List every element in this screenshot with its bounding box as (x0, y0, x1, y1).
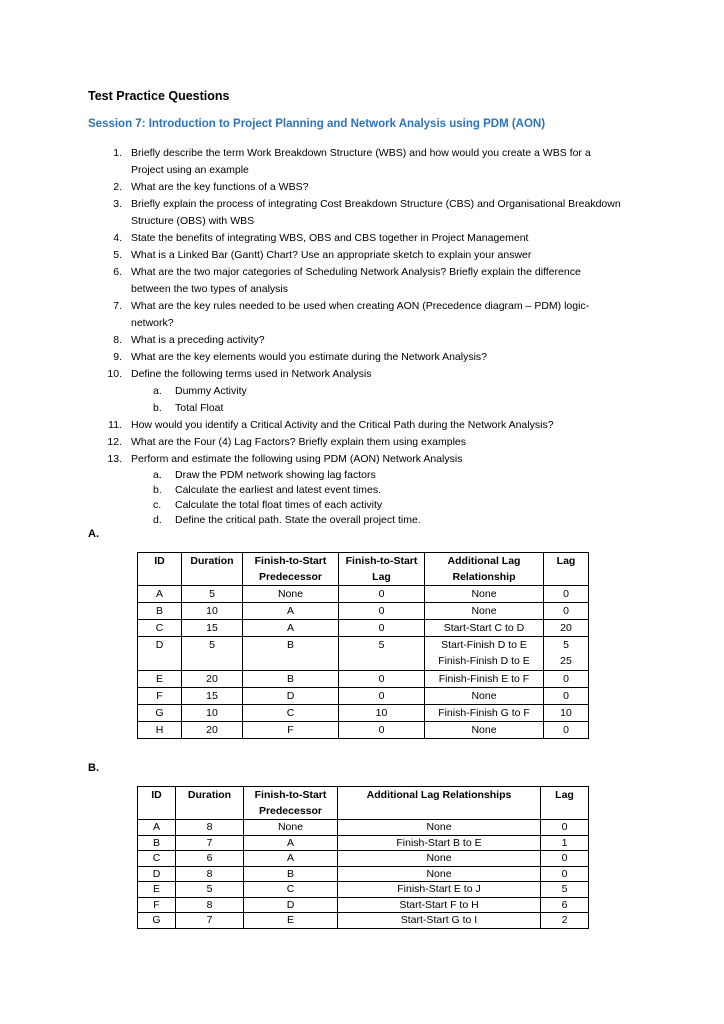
table-cell: 15 (182, 620, 243, 637)
sub-question-letter: a. (153, 469, 162, 481)
table-cell: None (425, 722, 544, 739)
header-cell: Additional Lag Relationships (338, 787, 541, 820)
question-text: State the benefits of integrating WBS, OBS and CBS together in Project Management (131, 232, 529, 244)
table-cell: 10 (182, 603, 243, 620)
header-cell: ID (138, 553, 182, 586)
table-b-label: B. (88, 762, 99, 774)
table-cell: 5 (182, 637, 243, 671)
question-text: What are the key rules needed to be used when creating AON (Precedence diagram – PDM) logic-network? (131, 300, 590, 329)
question-list (0, 145, 724, 528)
table-cell: None (244, 820, 338, 836)
table-cell: 0 (544, 586, 589, 603)
question-number: 9. (113, 351, 122, 363)
table-cell: C (243, 705, 339, 722)
table-cell: Finish-Finish G to F (425, 705, 544, 722)
table-cell: 15 (182, 688, 243, 705)
table-cell: C (138, 851, 176, 867)
header-cell: Finish-to-Start Predecessor (243, 553, 339, 586)
header-cell: Finish-to-Start Predecessor (244, 787, 338, 820)
question-number: 5. (113, 249, 122, 261)
table-cell: 8 (176, 820, 244, 836)
table-cell: 10 (544, 705, 589, 722)
table-row (138, 637, 589, 671)
question-number: 3. (113, 198, 122, 210)
question-item (0, 366, 621, 417)
sub-question-item (131, 400, 621, 417)
table-cell: 6 (541, 897, 589, 913)
sub-question-list (131, 383, 621, 417)
table-cell: 20 (182, 722, 243, 739)
table-row (138, 866, 589, 882)
lag-value-line: 5 (563, 639, 569, 651)
question-number: 7. (113, 300, 122, 312)
table-cell: Start-Start C to D (425, 620, 544, 637)
sub-question-list (131, 468, 621, 528)
table-cell: 0 (339, 620, 425, 637)
table-cell: 2 (541, 913, 589, 929)
table-cell: B (138, 603, 182, 620)
table-cell: None (338, 851, 541, 867)
table-cell (425, 637, 544, 671)
table-cell: 0 (339, 586, 425, 603)
sub-question-text: Define the critical path. State the overall project time. (175, 514, 421, 526)
table-cell: 5 (541, 882, 589, 898)
question-text: What is a Linked Bar (Gantt) Chart? Use an appropriate sketch to explain your answer (131, 249, 532, 261)
question-item (0, 247, 621, 264)
table-cell: None (425, 603, 544, 620)
sub-question-letter: c. (153, 499, 162, 511)
sub-question-item (131, 483, 621, 498)
table-header-row (138, 787, 589, 820)
question-item (0, 417, 621, 434)
question-number: 4. (113, 232, 122, 244)
question-text: What are the two major categories of Scheduling Network Analysis? Briefly explain the difference between the two types of analysis (131, 266, 581, 295)
question-text: What are the key functions of a WBS? (131, 181, 309, 193)
table-b (137, 786, 589, 929)
table-cell: None (425, 586, 544, 603)
question-item (0, 298, 621, 332)
sub-question-text: Dummy Activity (175, 385, 247, 397)
question-text: What is a preceding activity? (131, 334, 265, 346)
table-cell: 8 (176, 897, 244, 913)
sub-question-letter: d. (153, 514, 162, 526)
table-cell: 10 (182, 705, 243, 722)
table-cell: None (425, 688, 544, 705)
table-cell: Finish-Start E to J (338, 882, 541, 898)
sub-question-letter: b. (153, 484, 162, 496)
lag-relationship-line: Start-Finish D to E (441, 639, 527, 651)
table-cell: 8 (176, 866, 244, 882)
table-cell: 7 (176, 835, 244, 851)
table-cell: 0 (339, 603, 425, 620)
sub-question-text: Calculate the total float times of each activity (175, 499, 383, 511)
table-cell: Start-Start G to I (338, 913, 541, 929)
sub-question-item (131, 383, 621, 400)
question-item (0, 196, 621, 230)
table-row (138, 705, 589, 722)
question-number: 8. (113, 334, 122, 346)
table-cell: D (138, 637, 182, 671)
table-cell: 0 (544, 603, 589, 620)
table-header-row (138, 553, 589, 586)
table-cell: E (244, 913, 338, 929)
question-number: 13. (107, 453, 122, 465)
table-cell: 0 (541, 820, 589, 836)
table-row (138, 722, 589, 739)
table-cell: None (338, 866, 541, 882)
table-row (138, 882, 589, 898)
table-cell: Finish-Start B to E (338, 835, 541, 851)
table-row (138, 586, 589, 603)
lag-value-line: 25 (560, 655, 572, 667)
table-cell: A (244, 835, 338, 851)
question-item (0, 451, 621, 528)
lag-relationship-line: Finish-Finish D to E (438, 655, 530, 667)
table-cell: A (244, 851, 338, 867)
session-heading: Session 7: Introduction to Project Planning and Network Analysis using PDM (AON) (88, 118, 546, 130)
table-cell: A (138, 586, 182, 603)
table-cell: 6 (176, 851, 244, 867)
sub-question-item (131, 513, 621, 528)
table-row (138, 671, 589, 688)
table-cell: 5 (176, 882, 244, 898)
sub-question-text: Calculate the earliest and latest event times. (175, 484, 382, 496)
table-row (138, 913, 589, 929)
header-cell: Duration (176, 787, 244, 820)
question-text: What are the Four (4) Lag Factors? Briefly explain them using examples (131, 436, 466, 448)
question-number: 2. (113, 181, 122, 193)
question-number: 11. (108, 419, 122, 431)
table-cell: F (243, 722, 339, 739)
table-row (138, 603, 589, 620)
table-cell: 0 (544, 722, 589, 739)
page-title: Test Practice Questions (88, 89, 230, 103)
table-cell: 7 (176, 913, 244, 929)
question-item (0, 434, 621, 451)
table-cell: F (138, 897, 176, 913)
table-cell: 0 (339, 671, 425, 688)
table-cell: H (138, 722, 182, 739)
table-cell: B (244, 866, 338, 882)
question-text: How would you identify a Critical Activity and the Critical Path during the Network Analysis? (131, 419, 554, 431)
sub-question-item (131, 498, 621, 513)
table-cell: B (243, 637, 339, 671)
table-cell: D (138, 866, 176, 882)
table-cell: A (138, 820, 176, 836)
table-cell: D (243, 688, 339, 705)
table-cell: 0 (544, 671, 589, 688)
question-item (0, 230, 621, 247)
table-row (138, 835, 589, 851)
table-cell: G (138, 913, 176, 929)
table-row (138, 897, 589, 913)
table-a-label: A. (88, 528, 99, 540)
question-text: Briefly explain the process of integrating Cost Breakdown Structure (CBS) and Organisational Breakdown Structure (OBS) with WBS (131, 198, 621, 227)
table-cell: 1 (541, 835, 589, 851)
table-cell: C (138, 620, 182, 637)
table-cell: 0 (339, 722, 425, 739)
question-item (0, 264, 621, 298)
header-cell: Lag (541, 787, 589, 820)
header-cell: ID (138, 787, 176, 820)
table-cell: E (138, 882, 176, 898)
header-cell: Finish-to-Start Lag (339, 553, 425, 586)
question-text: Briefly describe the term Work Breakdown Structure (WBS) and how would you create a WBS for a Project using an example (131, 147, 591, 176)
question-item (0, 332, 621, 349)
table-row (138, 620, 589, 637)
table-row (138, 851, 589, 867)
sub-question-text: Draw the PDM network showing lag factors (175, 469, 376, 481)
table-cell: A (243, 620, 339, 637)
table-cell: E (138, 671, 182, 688)
table-cell: C (244, 882, 338, 898)
header-cell: Lag (544, 553, 589, 586)
question-item (0, 179, 621, 196)
table-cell: None (338, 820, 541, 836)
question-item (0, 349, 621, 366)
table-cell: Finish-Finish E to F (425, 671, 544, 688)
header-cell: Additional Lag Relationship (425, 553, 544, 586)
table-cell: 0 (544, 688, 589, 705)
table-cell: None (243, 586, 339, 603)
table-cell: 20 (544, 620, 589, 637)
table-cell: A (243, 603, 339, 620)
table-cell: 5 (339, 637, 425, 671)
table-cell: 0 (339, 688, 425, 705)
table-cell: B (243, 671, 339, 688)
table-cell: Start-Start F to H (338, 897, 541, 913)
question-text: What are the key elements would you estimate during the Network Analysis? (131, 351, 488, 363)
sub-question-letter: a. (153, 385, 162, 397)
table-cell: 0 (541, 866, 589, 882)
question-number: 1. (113, 147, 122, 159)
sub-question-text: Total Float (175, 402, 224, 414)
table-cell: D (244, 897, 338, 913)
question-item (0, 145, 621, 179)
question-text: Define the following terms used in Network Analysis (131, 368, 372, 380)
table-cell (544, 637, 589, 671)
table-cell: 0 (541, 851, 589, 867)
question-number: 10. (107, 368, 122, 380)
question-text: Perform and estimate the following using PDM (AON) Network Analysis (131, 453, 463, 465)
sub-question-item (131, 468, 621, 483)
header-cell: Duration (182, 553, 243, 586)
table-cell: G (138, 705, 182, 722)
question-number: 6. (113, 266, 122, 278)
table-cell: F (138, 688, 182, 705)
table-cell: B (138, 835, 176, 851)
sub-question-letter: b. (153, 402, 162, 414)
table-cell: 10 (339, 705, 425, 722)
table-a (137, 552, 589, 739)
table-row (138, 688, 589, 705)
question-number: 12. (107, 436, 122, 448)
table-row (138, 820, 589, 836)
table-cell: 20 (182, 671, 243, 688)
table-cell: 5 (182, 586, 243, 603)
